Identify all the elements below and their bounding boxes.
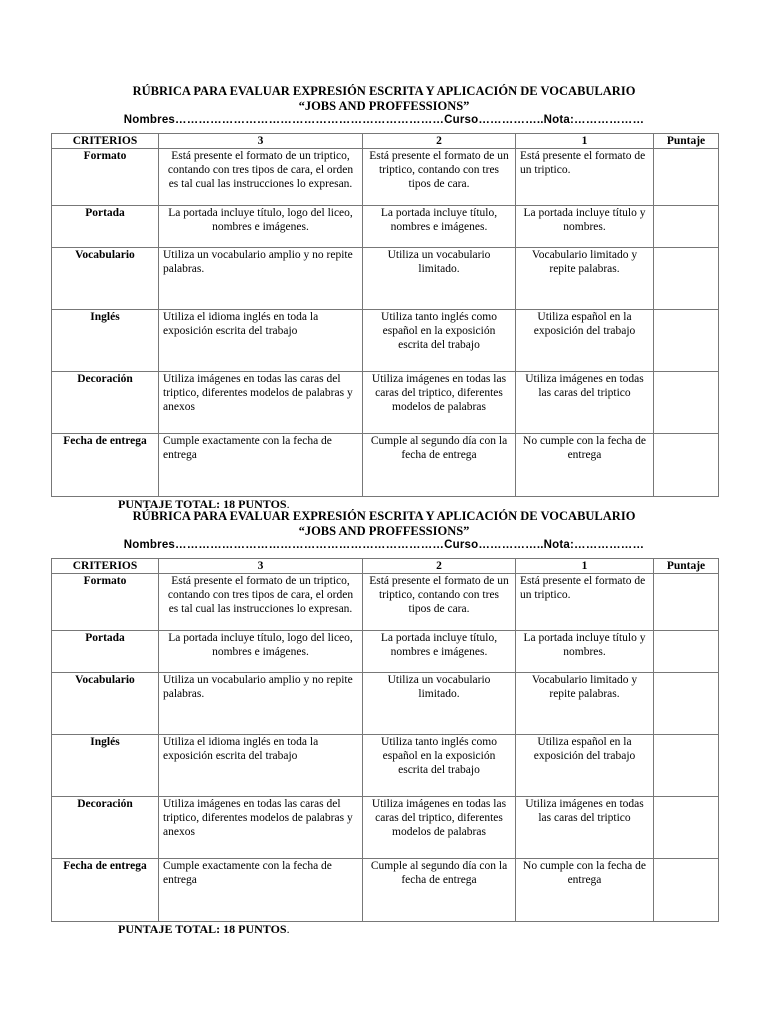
rubric-table xyxy=(51,558,719,922)
header-row xyxy=(52,134,719,149)
table-row xyxy=(52,248,719,310)
criterio-cell: Decoración xyxy=(52,372,159,434)
rubric-title: RÚBRICA PARA EVALUAR EXPRESIÓN ESCRITA Y APLICACIÓN DE VOCABULARIO xyxy=(132,84,636,98)
puntaje-cell[interactable] xyxy=(654,735,719,797)
level-2-cell: La portada incluye título, nombres e imágenes. xyxy=(363,631,516,673)
level-2-cell: Utiliza imágenes en todas las caras del triptico, diferentes modelos de palabras xyxy=(363,797,516,859)
criterio-cell: Formato xyxy=(52,149,159,206)
total-score-label: PUNTAJE TOTAL: 18 PUNTOS xyxy=(118,922,287,936)
level-1-cell: Está presente el formato de un triptico. xyxy=(516,574,654,631)
rubric-title: RÚBRICA PARA EVALUAR EXPRESIÓN ESCRITA Y APLICACIÓN DE VOCABULARIO xyxy=(132,509,636,523)
level-1-cell: La portada incluye título y nombres. xyxy=(516,206,654,248)
level-2-cell: Utiliza un vocabulario limitado. xyxy=(363,673,516,735)
criterio-cell: Inglés xyxy=(52,735,159,797)
level-3-cell: Utiliza imágenes en todas las caras del triptico, diferentes modelos de palabras y anexos xyxy=(159,797,363,859)
rubric-2 xyxy=(0,509,768,936)
header-2: 2 xyxy=(363,134,516,149)
level-1-cell: No cumple con la fecha de entrega xyxy=(516,434,654,497)
table-row xyxy=(52,631,719,673)
level-1-cell: Utiliza español en la exposición del trabajo xyxy=(516,310,654,372)
puntaje-cell[interactable] xyxy=(654,372,719,434)
level-2-cell: La portada incluye título, nombres e imágenes. xyxy=(363,206,516,248)
table-row xyxy=(52,372,719,434)
level-3-cell: Utiliza imágenes en todas las caras del triptico, diferentes modelos de palabras y anexos xyxy=(159,372,363,434)
level-3-cell: Utiliza un vocabulario amplio y no repite palabras. xyxy=(159,673,363,735)
header-criterios: CRITERIOS xyxy=(52,559,159,574)
level-2-cell: Utiliza un vocabulario limitado. xyxy=(363,248,516,310)
level-2-cell: Cumple al segundo día con la fecha de entrega xyxy=(363,434,516,497)
total-score xyxy=(118,922,768,936)
table-row xyxy=(52,310,719,372)
criterio-cell: Decoración xyxy=(52,797,159,859)
criterio-cell: Fecha de entrega xyxy=(52,859,159,922)
level-3-cell: Utiliza el idioma inglés en toda la exposición escrita del trabajo xyxy=(159,310,363,372)
puntaje-cell[interactable] xyxy=(654,673,719,735)
rubric-table xyxy=(51,133,719,497)
puntaje-cell[interactable] xyxy=(654,310,719,372)
puntaje-cell[interactable] xyxy=(654,206,719,248)
level-1-cell: Está presente el formato de un triptico. xyxy=(516,149,654,206)
criterio-cell: Portada xyxy=(52,631,159,673)
level-2-cell: Utiliza imágenes en todas las caras del triptico, diferentes modelos de palabras xyxy=(363,372,516,434)
level-1-cell: La portada incluye título y nombres. xyxy=(516,631,654,673)
table-row xyxy=(52,574,719,631)
table-row xyxy=(52,735,719,797)
level-1-cell: Vocabulario limitado y repite palabras. xyxy=(516,248,654,310)
criterio-cell: Vocabulario xyxy=(52,248,159,310)
level-3-cell: Utiliza un vocabulario amplio y no repite palabras. xyxy=(159,248,363,310)
puntaje-cell[interactable] xyxy=(654,859,719,922)
puntaje-cell[interactable] xyxy=(654,797,719,859)
level-3-cell: Está presente el formato de un triptico, contando con tres tipos de cara, el orden es tal cual las instrucciones lo expresan. xyxy=(159,149,363,206)
level-2-cell: Utiliza tanto inglés como español en la exposición escrita del trabajo xyxy=(363,735,516,797)
rubric-subtitle: “JOBS AND PROFFESSIONS” xyxy=(298,524,470,538)
puntaje-cell[interactable] xyxy=(654,434,719,497)
level-3-cell: Utiliza el idioma inglés en toda la exposición escrita del trabajo xyxy=(159,735,363,797)
header-puntaje: Puntaje xyxy=(654,559,719,574)
level-1-cell: Utiliza español en la exposición del trabajo xyxy=(516,735,654,797)
level-2-cell: Cumple al segundo día con la fecha de entrega xyxy=(363,859,516,922)
level-1-cell: Utiliza imágenes en todas las caras del triptico xyxy=(516,797,654,859)
puntaje-cell[interactable] xyxy=(654,574,719,631)
total-score-period: . xyxy=(286,497,290,511)
header-3: 3 xyxy=(159,134,363,149)
header-3: 3 xyxy=(159,559,363,574)
table-row xyxy=(52,673,719,735)
rubric-1 xyxy=(0,84,768,511)
table-row xyxy=(52,859,719,922)
header-row xyxy=(52,559,719,574)
puntaje-cell[interactable] xyxy=(654,631,719,673)
level-1-cell: Vocabulario limitado y repite palabras. xyxy=(516,673,654,735)
criterio-cell: Formato xyxy=(52,574,159,631)
puntaje-cell[interactable] xyxy=(654,149,719,206)
header-1: 1 xyxy=(516,559,654,574)
level-1-cell: No cumple con la fecha de entrega xyxy=(516,859,654,922)
criterio-cell: Portada xyxy=(52,206,159,248)
rubric-subtitle: “JOBS AND PROFFESSIONS” xyxy=(298,99,470,113)
level-3-cell: Cumple exactamente con la fecha de entrega xyxy=(159,859,363,922)
level-3-cell: Cumple exactamente con la fecha de entrega xyxy=(159,434,363,497)
header-1: 1 xyxy=(516,134,654,149)
names-line: Nombres……………………………………………………………Curso……………..Nota:……………… xyxy=(123,539,645,551)
total-score-label: PUNTAJE TOTAL: 18 PUNTOS xyxy=(118,497,287,511)
table-row xyxy=(52,149,719,206)
criterio-cell: Fecha de entrega xyxy=(52,434,159,497)
header-criterios: CRITERIOS xyxy=(52,134,159,149)
level-2-cell: Está presente el formato de un triptico, contando con tres tipos de cara. xyxy=(363,574,516,631)
names-line: Nombres……………………………………………………………Curso……………..Nota:……………… xyxy=(123,114,645,126)
level-3-cell: Está presente el formato de un triptico, contando con tres tipos de cara, el orden es tal cual las instrucciones lo expresan. xyxy=(159,574,363,631)
total-score-period: . xyxy=(286,922,290,936)
level-2-cell: Utiliza tanto inglés como español en la exposición escrita del trabajo xyxy=(363,310,516,372)
header-2: 2 xyxy=(363,559,516,574)
header-puntaje: Puntaje xyxy=(654,134,719,149)
criterio-cell: Vocabulario xyxy=(52,673,159,735)
level-2-cell: Está presente el formato de un triptico, contando con tres tipos de cara. xyxy=(363,149,516,206)
table-row xyxy=(52,434,719,497)
table-row xyxy=(52,797,719,859)
puntaje-cell[interactable] xyxy=(654,248,719,310)
level-1-cell: Utiliza imágenes en todas las caras del triptico xyxy=(516,372,654,434)
level-3-cell: La portada incluye título, logo del liceo, nombres e imágenes. xyxy=(159,631,363,673)
criterio-cell: Inglés xyxy=(52,310,159,372)
level-3-cell: La portada incluye título, logo del liceo, nombres e imágenes. xyxy=(159,206,363,248)
table-row xyxy=(52,206,719,248)
